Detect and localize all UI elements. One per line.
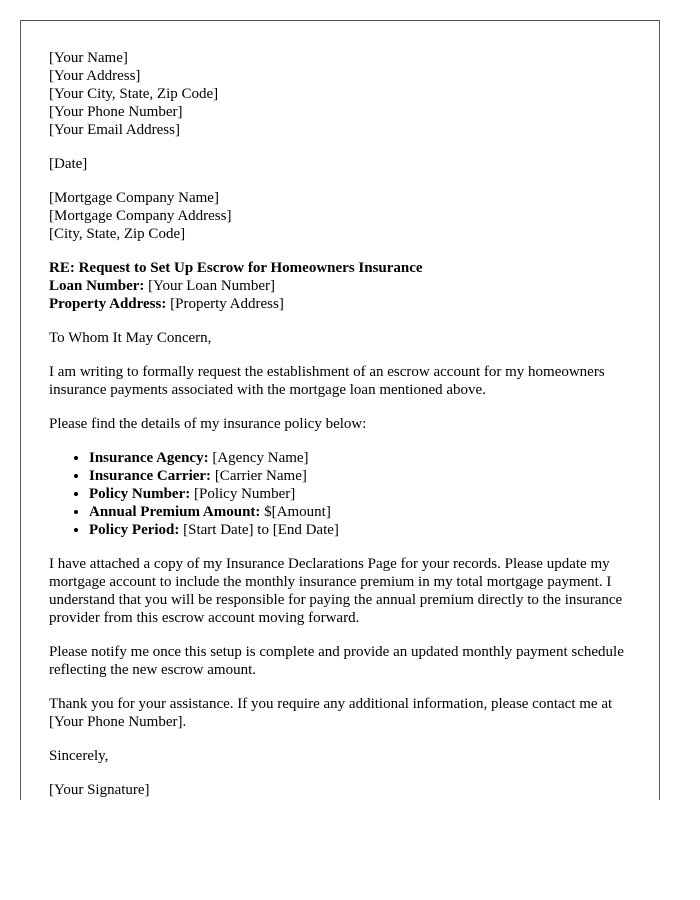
loan-number-value: [Your Loan Number] [144, 278, 275, 294]
property-address-line [49, 295, 639, 313]
loan-number-line [49, 277, 639, 295]
sender-block [49, 49, 639, 139]
sender-name: [Your Name] [49, 50, 128, 66]
signature: [Your Signature] [49, 782, 150, 798]
policy-detail-label: Policy Period: [89, 522, 180, 538]
policy-detail-value: [Agency Name] [208, 450, 309, 466]
policy-detail-value: $[Amount] [260, 504, 331, 520]
recipient-block [49, 189, 639, 243]
policy-detail-value: [Policy Number] [190, 486, 296, 502]
date-block [49, 155, 639, 173]
property-address-value: [Property Address] [166, 296, 284, 312]
salutation: To Whom It May Concern, [49, 330, 212, 346]
recipient-city-state-zip: [City, State, Zip Code] [49, 226, 186, 242]
letter-date: [Date] [49, 156, 88, 172]
sender-phone: [Your Phone Number] [49, 104, 183, 120]
policy-detail-value: [Carrier Name] [211, 468, 307, 484]
list-item [89, 503, 639, 521]
list-item [89, 485, 639, 503]
list-item [89, 467, 639, 485]
policy-detail-label: Insurance Agency: [89, 450, 209, 466]
letter-page [20, 20, 660, 800]
policy-detail-label: Annual Premium Amount: [89, 504, 261, 520]
policy-details-list [49, 449, 639, 539]
sender-address: [Your Address] [49, 68, 141, 84]
sender-email: [Your Email Address] [49, 122, 180, 138]
subject-block [49, 259, 639, 313]
list-item [89, 521, 639, 539]
property-address-label: Property Address: [49, 296, 167, 312]
attachment-paragraph: I have attached a copy of my Insurance Declarations Page for your records. Please update my mortgage account to include the monthly insurance premium in my total mortgage payment. I understand that you will be responsible for paying the annual premium directly to the insurance provider from this escrow account moving forward. [49, 556, 623, 626]
policy-detail-label: Insurance Carrier: [89, 468, 212, 484]
sender-city-state-zip: [Your City, State, Zip Code] [49, 86, 219, 102]
letter-body [49, 49, 639, 799]
policy-detail-label: Policy Number: [89, 486, 191, 502]
loan-number-label: Loan Number: [49, 278, 145, 294]
recipient-company-name: [Mortgage Company Name] [49, 190, 219, 206]
thanks-paragraph: Thank you for your assistance. If you require any additional information, please contact me at [Your Phone Number]. [49, 696, 613, 730]
recipient-company-address: [Mortgage Company Address] [49, 208, 232, 224]
intro-paragraph: I am writing to formally request the establishment of an escrow account for my homeowners insurance payments associated with the mortgage loan mentioned above. [49, 364, 605, 398]
notify-paragraph: Please notify me once this setup is complete and provide an updated monthly payment schedule reflecting the new escrow amount. [49, 644, 624, 678]
list-item [89, 449, 639, 467]
details-lead-paragraph: Please find the details of my insurance policy below: [49, 416, 367, 432]
policy-detail-value: [Start Date] to [End Date] [179, 522, 339, 538]
subject-re-line: RE: Request to Set Up Escrow for Homeowners Insurance [49, 260, 423, 276]
closing: Sincerely, [49, 748, 109, 764]
